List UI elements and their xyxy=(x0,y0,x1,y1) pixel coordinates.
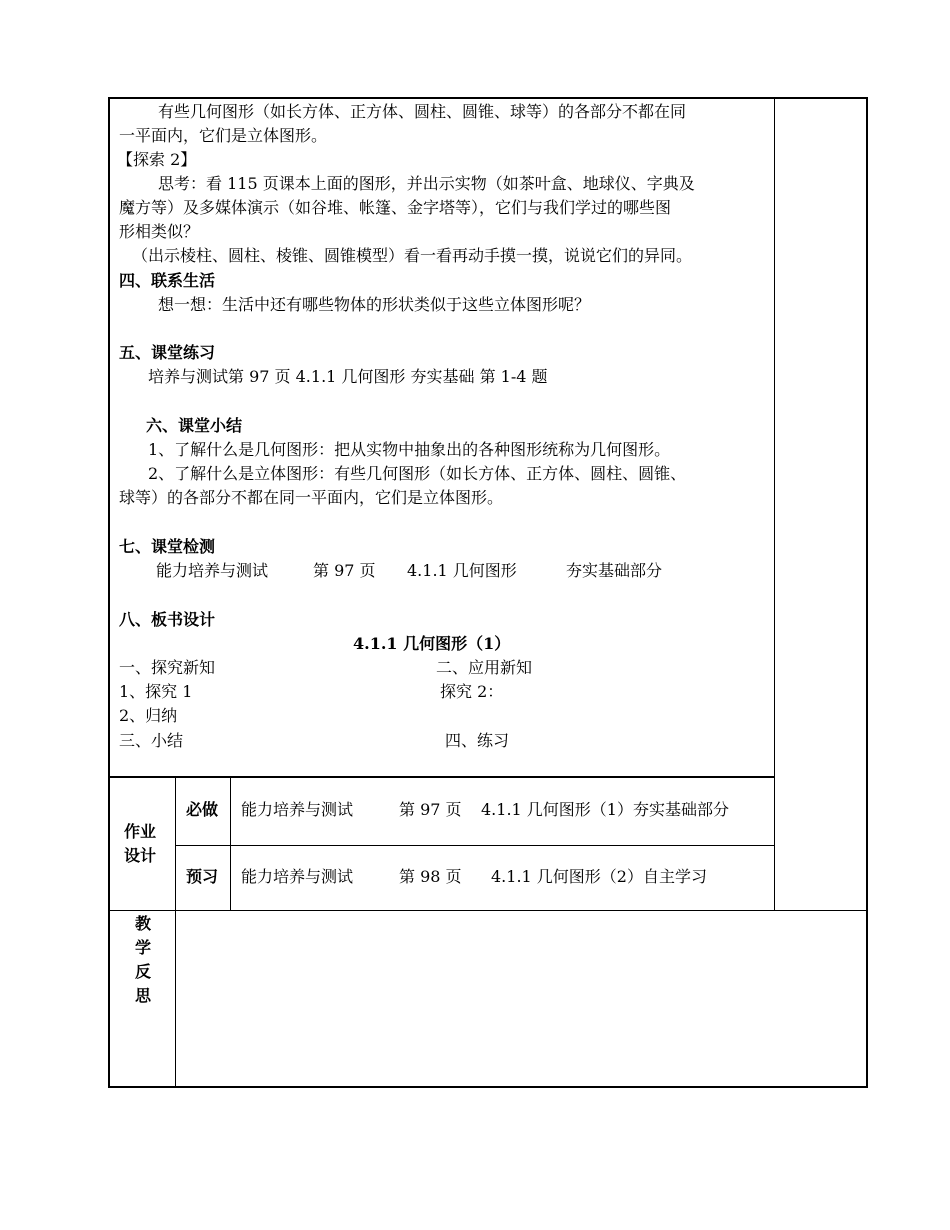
homework-required-part-3: 4.1.1 几何图形（1）夯实基础部分 xyxy=(481,800,729,819)
section-5-text: 培养与测试第 97 页 4.1.1 几何图形 夯实基础 第 1-4 题 xyxy=(148,367,548,386)
reflection-label-char-2: 学 xyxy=(134,938,151,957)
homework-type-column-line xyxy=(230,777,231,911)
content-homework-divider xyxy=(108,776,775,778)
explore-2-line-3: 形相类似？ xyxy=(119,222,200,241)
section-7-part-4: 夯实基础部分 xyxy=(566,561,663,580)
board-left-1: 一、探究新知 xyxy=(119,658,216,677)
section-7-part-1: 能力培养与测试 xyxy=(156,561,269,580)
reflection-label-char-1: 教 xyxy=(134,914,151,933)
homework-preview-label: 预习 xyxy=(186,867,219,886)
section-6-line-1: 1、了解什么是几何图形：把从实物中抽象出的各种图形统称为几何图形。 xyxy=(148,440,671,459)
board-right-1: 二、应用新知 xyxy=(436,658,533,677)
explore-2-line-2: 魔方等）及多媒体演示（如谷堆、帐篷、金字塔等），它们与我们学过的哪些图 xyxy=(119,198,672,217)
table-right-border xyxy=(866,97,868,1088)
section-6-line-3: 球等）的各部分不都在同一平面内，它们是立体图形。 xyxy=(119,488,504,507)
board-left-4: 三、小结 xyxy=(119,731,184,750)
board-right-2: 探究 2： xyxy=(440,682,504,701)
table-bottom-border xyxy=(108,1086,868,1088)
section-4-text: 想一想：生活中还有哪些物体的形状类似于这些立体图形呢？ xyxy=(158,295,591,314)
table-left-border xyxy=(108,97,110,1088)
board-title: 4.1.1 几何图形（1） xyxy=(353,634,511,653)
reflection-label-char-4: 思 xyxy=(134,986,151,1005)
homework-required-label: 必做 xyxy=(186,800,219,819)
section-5-title: 五、课堂练习 xyxy=(119,343,216,362)
homework-preview-part-2: 第 98 页 xyxy=(399,867,462,886)
homework-preview-part-3: 4.1.1 几何图形（2）自主学习 xyxy=(491,867,707,886)
homework-rows-divider xyxy=(175,845,775,846)
homework-label-line-2: 设计 xyxy=(124,846,157,865)
section-6-line-2: 2、了解什么是立体图形：有些几何图形（如长方体、正方体、圆柱、圆锥、 xyxy=(148,464,687,483)
section-4-title: 四、联系生活 xyxy=(119,271,216,290)
intro-line-2: 一平面内，它们是立体图形。 xyxy=(119,126,328,145)
section-7-title: 七、课堂检测 xyxy=(119,537,216,556)
intro-line-1: 有些几何图形（如长方体、正方体、圆柱、圆锥、球等）的各部分不都在同 xyxy=(158,102,687,121)
explore-2-title: 【探索 2】 xyxy=(117,150,197,169)
section-7-part-3: 4.1.1 几何图形 xyxy=(407,561,517,580)
table-top-border xyxy=(108,97,868,99)
section-7-part-2: 第 97 页 xyxy=(313,561,376,580)
homework-required-part-1: 能力培养与测试 xyxy=(241,800,354,819)
board-left-2: 1、探究 1 xyxy=(119,682,193,701)
explore-2-line-1: 思考：看 115 页课本上面的图形，并出示实物（如茶叶盒、地球仪、字典及 xyxy=(158,174,695,193)
board-right-3: 四、练习 xyxy=(445,731,510,750)
section-8-title: 八、板书设计 xyxy=(119,610,216,629)
homework-required-part-2: 第 97 页 xyxy=(399,800,462,819)
reflection-label-char-3: 反 xyxy=(134,962,151,981)
reflection-top-line xyxy=(108,910,868,911)
homework-preview-part-1: 能力培养与测试 xyxy=(241,867,354,886)
section-6-title: 六、课堂小结 xyxy=(146,416,243,435)
homework-label-column-line xyxy=(175,777,176,1087)
homework-label-line-1: 作业 xyxy=(124,822,157,841)
inner-right-column-line xyxy=(774,97,775,911)
reflection-content-area[interactable] xyxy=(177,912,865,1085)
board-left-3: 2、归纳 xyxy=(119,706,178,725)
explore-2-line-4: （出示棱柱、圆柱、棱锥、圆锥模型）看一看再动手摸一摸，说说它们的异同。 xyxy=(132,246,693,265)
